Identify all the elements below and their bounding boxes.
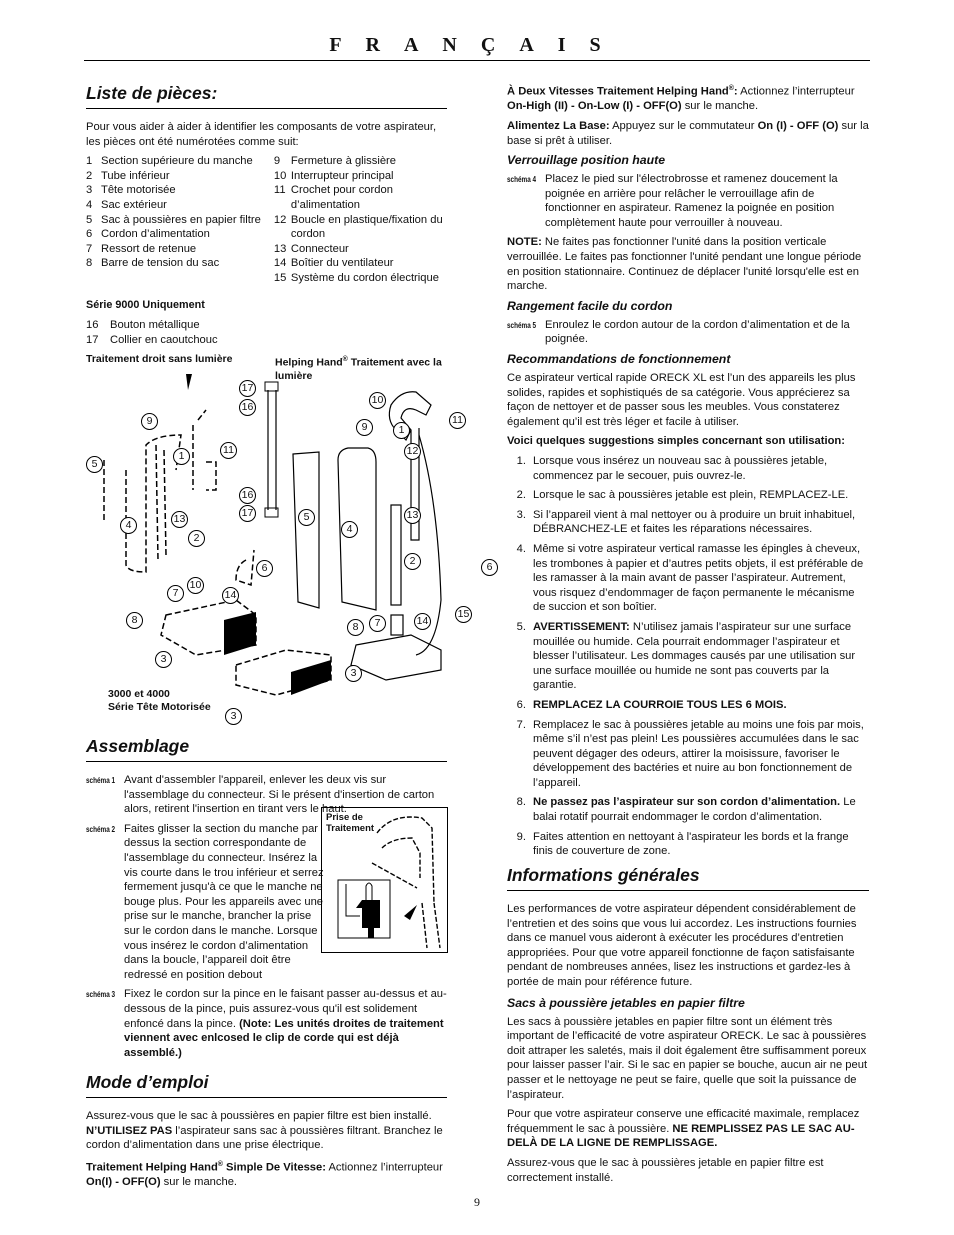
parts-list-item: 3 Tête motorisée: [86, 184, 176, 197]
parts-column-2: [274, 154, 447, 285]
parts-list-item: 4 Sac extérieur: [86, 198, 167, 211]
usage-title: Mode d’emploi: [86, 1071, 447, 1098]
part-callout: 11: [220, 442, 237, 459]
parts-list-item: 15 Système du cordon électrique: [273, 271, 439, 284]
schema-5: schéma 5 Enroulez le cordon autour de la cordon d’alimentation et de la poignée.: [507, 318, 850, 346]
tip-item: 9. Faites attention en nettoyant à l'aspirateur les bords et la frange finis de couverture de zone.: [516, 830, 849, 858]
parts-list-item: 13 Connecteur: [273, 242, 349, 255]
part-callout: 9: [141, 413, 158, 430]
parts-list-item: 8 Barre de tension du sac: [86, 257, 220, 270]
page-language-header: FRANÇAIS: [329, 34, 625, 56]
tip-item: 1. Lorsque vous insérez un nouveau sac à poussières jetable, commencez par le secouer, puis ouvrez-le.: [516, 455, 828, 482]
upright-lock-title: Verrouillage position haute: [507, 153, 666, 168]
part-callout: 7: [167, 585, 184, 602]
parts-list-item: 16 Bouton métallique: [86, 319, 200, 332]
parts-list-item: 7 Ressort de retenue: [86, 242, 197, 255]
tip-item: 6. REMPLACEZ LA COURROIE TOUS LES 6 MOIS.: [516, 698, 787, 711]
note-paragraph: NOTE: Ne faites pas fonctionner l'unité dans la position verticale verrouillée. Le faites pas fonctionner l'unité pendant une longue période en position stationnaire. Continuez de déplacer l'unité lorsqu'elle est en marche.: [507, 236, 862, 293]
tip-item: 3. Si l’appareil vient à mal nettoyer ou à produire un bruit inhabituel, DÉBRANCHEZ-LE et faites les réparations nécessaires.: [516, 508, 856, 536]
part-callout: 10: [187, 577, 204, 594]
parts-list-intro: Pour vous aider à aider à identifier les composants de votre aspirateur, les pièces ont été numérotées comme suit:: [86, 121, 437, 148]
part-callout: 3: [345, 665, 362, 682]
parts-list-item: 2 Tube inférieur: [86, 169, 170, 182]
inset-label: Prise de Traitement: [326, 812, 375, 834]
bags-paragraph-2: Pour que votre aspirateur conserve une efficacité maximale, remplacez fréquemment le sac à poussière. NE REMPLISSEZ PAS LE SAC AU-DELÀ DE LA LIGNE DE REMPLISSAGE.: [507, 1108, 860, 1150]
cord-storage-title: Rangement facile du cordon: [507, 298, 673, 313]
tip-item: 4. Même si votre aspirateur vertical ramasse les épingles à cheveux, les trombones à papier et d’autres petits objets, il est préférable de les ramasser à la main avant de passer l’aspirateur. Autrement, vous risquez d’endommager de façon permanente le mécanisme de succion et son boîtier.: [516, 542, 864, 614]
right-column: [507, 82, 869, 864]
parts-list-item: 10 Interrupteur principal: [273, 169, 394, 182]
general-info-title: Informations générales: [507, 864, 869, 891]
parts-list-item: 11 Crochet pour cordon d’alimentation: [273, 184, 393, 211]
parts-list-item: 1 Section supérieure du manche: [86, 155, 253, 168]
series-9000-list: [86, 318, 447, 347]
bags-title: Sacs à poussière jetables en papier filtre: [507, 995, 745, 1010]
part-callout: 3: [155, 651, 172, 668]
tip-item: 2. Lorsque le sac à poussières jetable est plein, REMPLACEZ-LE.: [516, 489, 849, 502]
parts-list-item: 6 Cordon d’alimentation: [86, 228, 210, 241]
part-callout: 4: [120, 517, 137, 534]
bags-paragraph-1: Les sacs à poussière jetables en papier filtre sont un élément très important de l’efficacité de votre aspirateur ORECK. Le sac à poussières doit attraper les saletés, mais il doit également être suffisamment poreux pour laisser passer l’air. Si le sac en papier se bouche, aucun air ne peut passer et le nettoyage ne peut se faire, quelle que soit la puissance de l’aspirateur.: [507, 1015, 868, 1101]
vacuum-exploded-drawing: [86, 350, 448, 730]
part-callout: 14: [414, 613, 431, 630]
usage-single-speed: Traitement Helping Hand® Simple De Vitesse: Actionnez l’interrupteur On(I) - OFF(O) sur le manche.: [86, 1160, 443, 1189]
part-callout: 17: [239, 380, 256, 397]
part-callout: 6: [256, 560, 273, 577]
assembly-step-2: schéma 2 Faites glisser la section du manche par dessus la section correspondante de l'assemblage du connecteur. Insérez la vis courte dans le trou inférieur et serrez fermement jusqu'à ce que le manche ne bouge plus. Pour les appareils avec une prise sur le manche, brancher la prise sur le cordon dans le manche. Lorsque vous insérez le cordon d’alimentation dans la boucle, l’appareil doit être redressé en position debout: [86, 822, 324, 981]
part-callout: 17: [239, 505, 256, 522]
usage-section: [86, 1071, 447, 1195]
parts-column-1: [86, 154, 274, 285]
assembly-step-1: schéma 1 Avant d'assembler l'appareil, enlever les deux vis sur l'assemblage du connecteur. Si le présent d'insertion de carton alors, retirent l'insertion en tirant vers le haut.: [86, 774, 435, 816]
header-rule: [84, 60, 870, 61]
part-callout: 8: [126, 612, 143, 629]
part-callout: 5: [298, 509, 315, 526]
part-callout: 16: [239, 399, 256, 416]
recommendations-title: Recommandations de fonctionnement: [507, 352, 731, 367]
part-callout: 2: [188, 530, 205, 547]
part-callout: 12: [404, 443, 421, 460]
figure-caption-left: Traitement droit sans lumière: [86, 353, 233, 365]
part-callout: 16: [239, 487, 256, 504]
usage-paragraph-1: Assurez-vous que le sac à poussières en papier filtre est bien installé. N’UTILISEZ PAS l’aspirateur sans sac à poussières filtrant. Branchez le cordon d’alimentation dans une prise électrique.: [86, 1110, 443, 1152]
parts-list-item: 5 Sac à poussières en papier filtre: [86, 213, 261, 226]
part-callout: 14: [222, 587, 239, 604]
part-callout: 13: [171, 511, 188, 528]
part-callout: 11: [449, 412, 466, 429]
parts-list-title: Liste de pièces:: [86, 82, 447, 109]
recommendations-lead: Voici quelques suggestions simples concernant son utilisation:: [507, 435, 845, 448]
assembly-title: Assemblage: [86, 735, 447, 762]
part-callout: 15: [455, 606, 472, 623]
base-power-instruction: Alimentez La Base: Appuyez sur le commutateur On (I) - OFF (O) sur la base si prêt à utiliser.: [507, 119, 869, 147]
parts-list-item: 14 Boîtier du ventilateur: [273, 257, 394, 270]
parts-list: [86, 154, 447, 285]
general-info-text: Les performances de votre aspirateur dépendent considérablement de l’entretien et des soins que vous lui accordez. Les instructions fournies dans ce manuel vous aideront à exécuter les procédures d’entretien appropriées. Pour que votre appareil fonctionne de façon satisfaisante pendant de nombreuses années, lisez les instructions et gardez-les à portée de main pour référence future.: [507, 903, 857, 988]
part-callout: 7: [369, 615, 386, 632]
part-callout: 10: [369, 392, 386, 409]
tip-item: 8. Ne passez pas l’aspirateur sur son cordon d’alimentation. Le balai rotatif pourrait endommager le cordon d’alimentation.: [516, 796, 856, 824]
figure-caption-bottom: 3000 et 4000 Série Tête Motorisée: [108, 688, 211, 713]
part-callout: 1: [173, 448, 190, 465]
series-9000-title: Série 9000 Uniquement: [86, 298, 205, 311]
bags-paragraph-3: Assurez-vous que le sac à poussières jetable en papier filtre est correctement installé.: [507, 1156, 824, 1184]
part-callout: 4: [341, 521, 358, 538]
general-info-section: [507, 864, 869, 1190]
parts-list-item: 9 Fermeture à glissière: [273, 155, 396, 168]
figure-caption-right: Helping Hand® Traitement avec la lumière: [275, 356, 442, 382]
assembly-step-3: schéma 3 Fixez le cordon sur la pince en le faisant passer au-dessus et au-dessous de la pince, puis assurez-vous qu'il est solidement enfoncé dans la pince. (Note: Les unités droites de traitement viennent avec enlcosed le clip de corde qui est déjà assemblé.): [86, 988, 447, 1059]
part-callout: 6: [481, 559, 498, 576]
parts-list-section: [86, 82, 447, 347]
part-callout: 8: [347, 619, 364, 636]
tip-item: 7. Remplacez le sac à poussières jetable au moins une fois par mois, même s’il n’est pas plein! Les poussières accumulées dans le sac peuvent dégager des odeurs, attirer la moisissure, favoriser le développement des bactéries et nuire au bon fonctionnement de l’appareil.: [516, 718, 864, 789]
schema-4: schéma 4 Placez le pied sur l'électrobrosse et ramenez doucement la poignée en arrière pour relâcher le verrouillage afin de fonctionner en aspirateur. Ramenez la poignée en position complètement haute pour verrouiller à nouveau.: [507, 173, 838, 229]
part-callout: 13: [404, 507, 421, 524]
exploded-parts-diagram: [86, 350, 448, 730]
recommendations-intro: Ce aspirateur vertical rapide ORECK XL est l’un des appareils les plus solides, rapides et sophistiqués de sa catégorie. Vous apprécierez sa façon de nettoyer et de passer sous les meubles. Vous constaterez également qu’il est très léger et facile à utiliser.: [507, 372, 856, 428]
part-callout: 2: [404, 553, 421, 570]
tips-list: [507, 454, 869, 859]
part-callout: 1: [393, 422, 410, 439]
tip-item: 5. AVERTISSEMENT: N’utilisez jamais l’aspirateur sur une surface mouillée ou humide. Cela pourrait endommager l’aspirateur et blesser l’utilisateur. Les dommages causés par une utilisation sur une surface mouillée ou humide ne sont pas couverts par la garantie.: [516, 620, 856, 692]
part-callout: 9: [356, 419, 373, 436]
parts-list-item: 12 Boucle en plastique/fixation du cordon: [273, 213, 443, 241]
part-callout: 5: [86, 456, 103, 473]
handle-outlet-inset: [321, 807, 448, 953]
parts-list-item: 17 Collier en caoutchouc: [86, 333, 218, 346]
part-callout: 3: [225, 708, 242, 725]
page-number: 9: [474, 1195, 480, 1209]
two-speed-instruction: À Deux Vitesses Traitement Helping Hand®: Actionnez l’interrupteur On-High (II) - On-Low (I) - OFF(O) sur le manche.: [507, 85, 855, 113]
